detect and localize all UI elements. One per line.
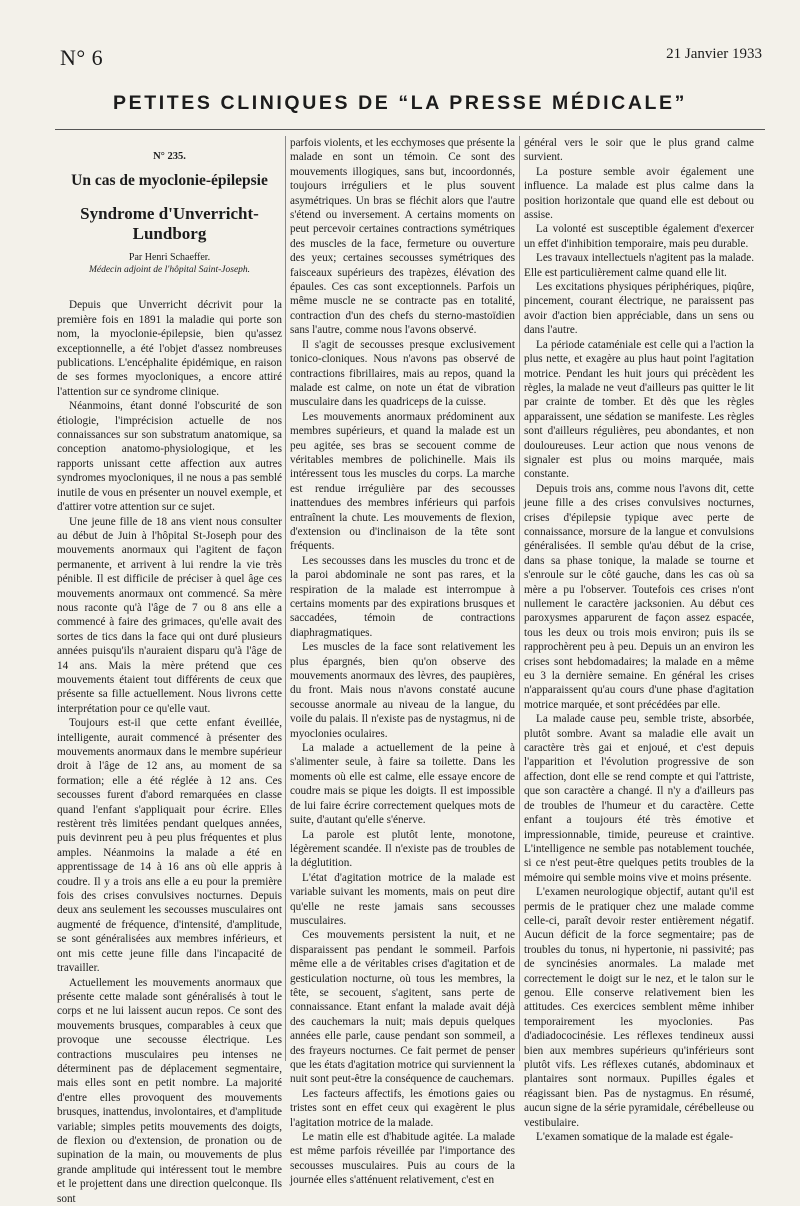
header-rule: [55, 129, 765, 130]
paragraph: L'examen somatique de la malade est égale-: [524, 1130, 754, 1144]
paragraph: Les excitations physiques périphériques, piqûre, pincement, courant électrique, ne paraissent pas avoir d'action bien appréciable, dans un sens ou dans l'autre.: [524, 280, 754, 338]
paragraph: La malade cause peu, semble triste, absorbée, plutôt sombre. Avant sa maladie elle avait un caractère très gai et enjoué, et c'est depuis l'apparition et l'évolution progressive de son affection, dont elle se rend compte et qui l'attriste, que son caractère a changé. Il n'y a d'ailleurs pas de troubles de l'humeur et du caractère. Cette enfant a toujours été très émotive et impressionnable, timide, peureuse et craintive. L'intelligence ne semble pas notablement touchée, si ce n'est peut-être quelques petits troubles de la mémoire qui semble moins vive et moins présente.: [524, 712, 754, 885]
paragraph: Depuis trois ans, comme nous l'avons dit, cette jeune fille a des crises convulsives nocturnes, crises d'épilepsie typique avec perte de connaissance, morsure de la langue et convulsions généralisées. Il semble qu'au début de la crise, dans sa phase tonique, la malade se tourne et s'enroule sur le côté gauche, dans les cas où sa mère a pu l'observer. Toutefois ces crises n'ont nullement le caractère jacksonien. Au début ces paroxysmes apparurent de façon assez espacée, tous les deux ou trois mois environ; puis ils se rapprochèrent peu à peu. Depuis un an environ les crises sont hebdomadaires; la malade en a même eu 3 la dernière semaine. En général les crises n'apparaissent qu'au cours d'une phase d'agitation motrice marquée, et sont précédées par elle.: [524, 482, 754, 713]
paragraph: La malade a actuellement de la peine à s'alimenter seule, à faire sa toilette. Dans les moments où elle est calme, elle essaye encore de coudre mais se pique les doigts. Il est impossible de lui faire écrire correctement quelques mots de suite, d'autant qu'elle s'énerve.: [290, 741, 515, 827]
paragraph: La posture semble avoir également une influence. La malade est plus calme dans la position horizontale que quand elle est debout ou assise.: [524, 165, 754, 223]
column-divider: [519, 136, 520, 1061]
column-divider: [285, 136, 286, 1061]
paragraph: Actuellement les mouvements anormaux que présente cette malade sont généralisés à tout le corps et ne lui laissent aucun repos. Ce sont des mouvements brusques, comparables à ceux que provoque une secousse électrique. Les contractions musculaires peu intenses ne déterminent pas de déplacement segmentaire, mais elles sont en petit nombre. La majorité d'entre elles provoquent des mouvements brusques, inattendus, involontaires, et d'amplitude variable; simples petits mouvements des doigts, de flexion ou d'extension, de pronation ou de supination de la main, ou mouvements de plus grande amplitude qui intéressent tout le membre et le projettent dans une direction quelconque. Ils sont: [57, 976, 282, 1206]
article-title: Un cas de myoclonie-épilepsie: [57, 172, 282, 190]
column-1: [57, 146, 282, 1071]
paragraph: général vers le soir que le plus grand calme survient.: [524, 136, 754, 165]
paragraph: Toujours est-il que cette enfant éveillée, intelligente, aurait commencé à présenter des mouvements anormaux dans le membre supérieur droit à l'âge de 12 ans, au moment de sa formation; elle a été réglée à 12 ans. Ces secousses furent d'abord remarquées en classe quand l'enfant s'appliquait pour écrire. Elles restèrent très limitées pendant quelques années, puis devinrent peu à peu plus fréquentes et plus amples. Néanmoins la malade a été en apprentissage de 14 à 16 ans où elle appris à coudre. Il y a trois ans elle a eu pour la première fois des crises convulsives nocturnes. Depuis deux ans seulement les secousses musculaires ont augmenté de fréquence, d'intensité, d'amplitude, se sont généralisées aux membres inférieurs, et ont mis cette jeune fille dans l'incapacité de travailler.: [57, 716, 282, 975]
paragraph: Les travaux intellectuels n'agitent pas la malade. Elle est particulièrement calme quand elle lit.: [524, 251, 754, 280]
article-author: Par Henri Schaeffer.: [57, 252, 282, 264]
article-number: N° 235.: [57, 150, 282, 164]
article-subtitle: Syndrome d'Unverricht-Lundborg: [57, 204, 282, 244]
column-3-body: [524, 136, 754, 1144]
column-1-body: [57, 298, 282, 1206]
column-2: [290, 136, 515, 1061]
paragraph: Il s'agit de secousses presque exclusivement tonico-cloniques. Nous n'avons pas observé de contractions fibrillaires, mais au repos, quand la malade est calme, on note un état de vibration musculaire dans les quadriceps de la cuisse.: [290, 338, 515, 410]
column-3: [524, 136, 754, 1061]
paragraph: La période cataméniale est celle qui a l'action la plus nette, et exagère au plus haut point l'agitation motrice. Pendant les huit jours qui précèdent les règles, la malade ne veut d'ailleurs pas quitter le lit par crainte de tomber. Et dès que les règles apparaissent, une sédation se manifeste. Les règles sont d'ailleurs régulières, peu abondantes, et non douloureuses. Leur action que nous venons de signaler est plus ou moins marquée, mais constante.: [524, 338, 754, 482]
column-2-body: [290, 136, 515, 1188]
paragraph: La parole est plutôt lente, monotone, légèrement scandée. Il n'existe pas de troubles de la déglutition.: [290, 828, 515, 871]
paragraph: Le matin elle est d'habitude agitée. La malade est même parfois réveillée par l'importance des secousses musculaires. Puis au cours de la journée elles s'atténuent relativement, c'est en: [290, 1130, 515, 1188]
paragraph: Les secousses dans les muscles du tronc et de la paroi abdominale ne sont pas rares, et la respiration de la malade est interrompue à certains moments par des expirations brusques et saccadées, témoin de contractions diaphragmatiques.: [290, 554, 515, 640]
paragraph: Une jeune fille de 18 ans vient nous consulter au début de Juin à l'hôpital St-Joseph pour des mouvements anormaux qui l'agitent de façon permanente, et arrivent à lui rendre la vie très pénible. Il est difficile de préciser à quel âge ces mouvements anormaux ont commencé. Sa mère nous raconte qu'à l'âge de 7 ou 8 ans elle a commencé à faire des grimaces, qu'elle avait des sortes de tics dans la face qui ont duré plusieurs années puisqu'ils n'auraient disparu qu'à l'âge de 14 ans. Mais la mère prétend que ces mouvements étaient tout différents de ceux que présente sa fille actuellement. Nous livrons cette interprétation pour ce qu'elle vaut.: [57, 515, 282, 717]
author-affiliation: Médecin adjoint de l'hôpital Saint-Joseph.: [57, 264, 282, 276]
paragraph: La volonté est susceptible également d'exercer un effet d'inhibition temporaire, mais peu durable.: [524, 222, 754, 251]
paragraph: Néanmoins, étant donné l'obscurité de son étiologie, l'imprécision actuelle de nos connaissances sur son substratum anatomique, sa conception anatomo-physiologique, et les rapports unissant cette affection aux autres syndromes myocloniques, il ne nous a pas semblé inutile de vous en présenter un nouvel exemple, et d'attirer votre attention sur ce sujet.: [57, 399, 282, 514]
paragraph: Depuis que Unverricht décrivit pour la première fois en 1891 la maladie qui porte son nom, la myoclonie-épilepsie, bien qu'assez exceptionnelle, a été l'objet d'assez nombreuses publications. L'encéphalite épidémique, en raison de ses formes myocloniques, a encore attiré l'attention sur ce syndrome clinique.: [57, 298, 282, 399]
journal-title: PETITES CLINIQUES DE “LA PRESSE MÉDICALE”: [0, 92, 800, 115]
paragraph: L'examen neurologique objectif, autant qu'il est permis de le pratiquer chez une malade comme celle-ci, paraît devoir rester entièrement négatif. Aucun déficit de la force segmentaire; pas de troubles du tonus, ni hypertonie, ni passivité; pas de syncinésies anormales. La malade met correctement le doigt sur le nez, et le talon sur le genou. Elle conserve relativement bien les attitudes. Ces exercices semblent même inhiber temporairement les myoclonies. Pas d'adiadococinésie. Les réflexes tendineux aussi bien aux membres supérieurs qu'inférieurs sont plutôt vifs. Les réflexes cutanés, abdominaux et plantaires sont normaux. Pupilles égales et réagissant bien. Pas de nystagmus. En résumé, aucun signe de la série pyramidale, cérébelleuse ou vestibulaire.: [524, 885, 754, 1130]
paragraph: Ces mouvements persistent la nuit, et ne disparaissent pas pendant le sommeil. Parfois même elle a de véritables crises d'agitation et de gesticulation nocturne, où tous les membres, la tête, se secouent, s'agitent, sans perte de connaissance. Etant enfant la malade avait déjà des cauchemars la nuit; mais depuis quelques années elle parle, cause pendant son sommeil, a des frayeurs nocturnes. Ce fait permet de penser que les états d'agitation motrice qui surviennent la nuit sont peut-être la conséquence de cauchemars.: [290, 928, 515, 1086]
paragraph: parfois violents, et les ecchymoses que présente la malade en sont un témoin. Ce sont des mouvements illogiques, sans but, incoordonnés, toujours irréguliers et le plus souvent asymétriques. Un bras se fléchit alors que l'autre s'étend ou inversement. A certains moments on peut percevoir certaines contractions symétriques des muscles de la face, fermeture ou ouverture des yeux; certaines secousses symétriques des faisceaux supérieurs des trapèzes, élévation des épaules. Ces cas sont exceptionnels. Parfois un même muscle ne se contracte pas en totalité, contraction d'un des chefs du sterno-mastoïdien sans l'autre, comme nous l'avons observé.: [290, 136, 515, 338]
paragraph: L'état d'agitation motrice de la malade est variable suivant les moments, mais on peut dire qu'elle ne reste jamais sans secousses musculaires.: [290, 871, 515, 929]
issue-date: 21 Janvier 1933: [666, 46, 762, 63]
paragraph: Les facteurs affectifs, les émotions gaies ou tristes sont en effet ceux qui exagèrent le plus l'agitation motrice de la malade.: [290, 1087, 515, 1130]
paragraph: Les mouvements anormaux prédominent aux membres supérieurs, et quand la malade est un peu agitée, ses bras se secouent comme de véritables membres de polichinelle. Mais ils intéressent tous les muscles du corps. La marche est rendue irrégulière par des secousses inattendues des membres inférieurs qui parfois entraînent la chute. Les mouvements de flexion, d'extension ou d'inclinaison de la tête sont fréquents.: [290, 410, 515, 554]
issue-number: N° 6: [60, 45, 103, 71]
paragraph: Les muscles de la face sont relativement les plus épargnés, bien qu'on observe des mouvements anormaux des lèvres, des paupières, du front. Mais nous n'avons constaté aucune secousse anormale au niveau de la langue, du voile du palais. Il n'existe pas de nystagmus, ni de myoclonies oculaires.: [290, 640, 515, 741]
